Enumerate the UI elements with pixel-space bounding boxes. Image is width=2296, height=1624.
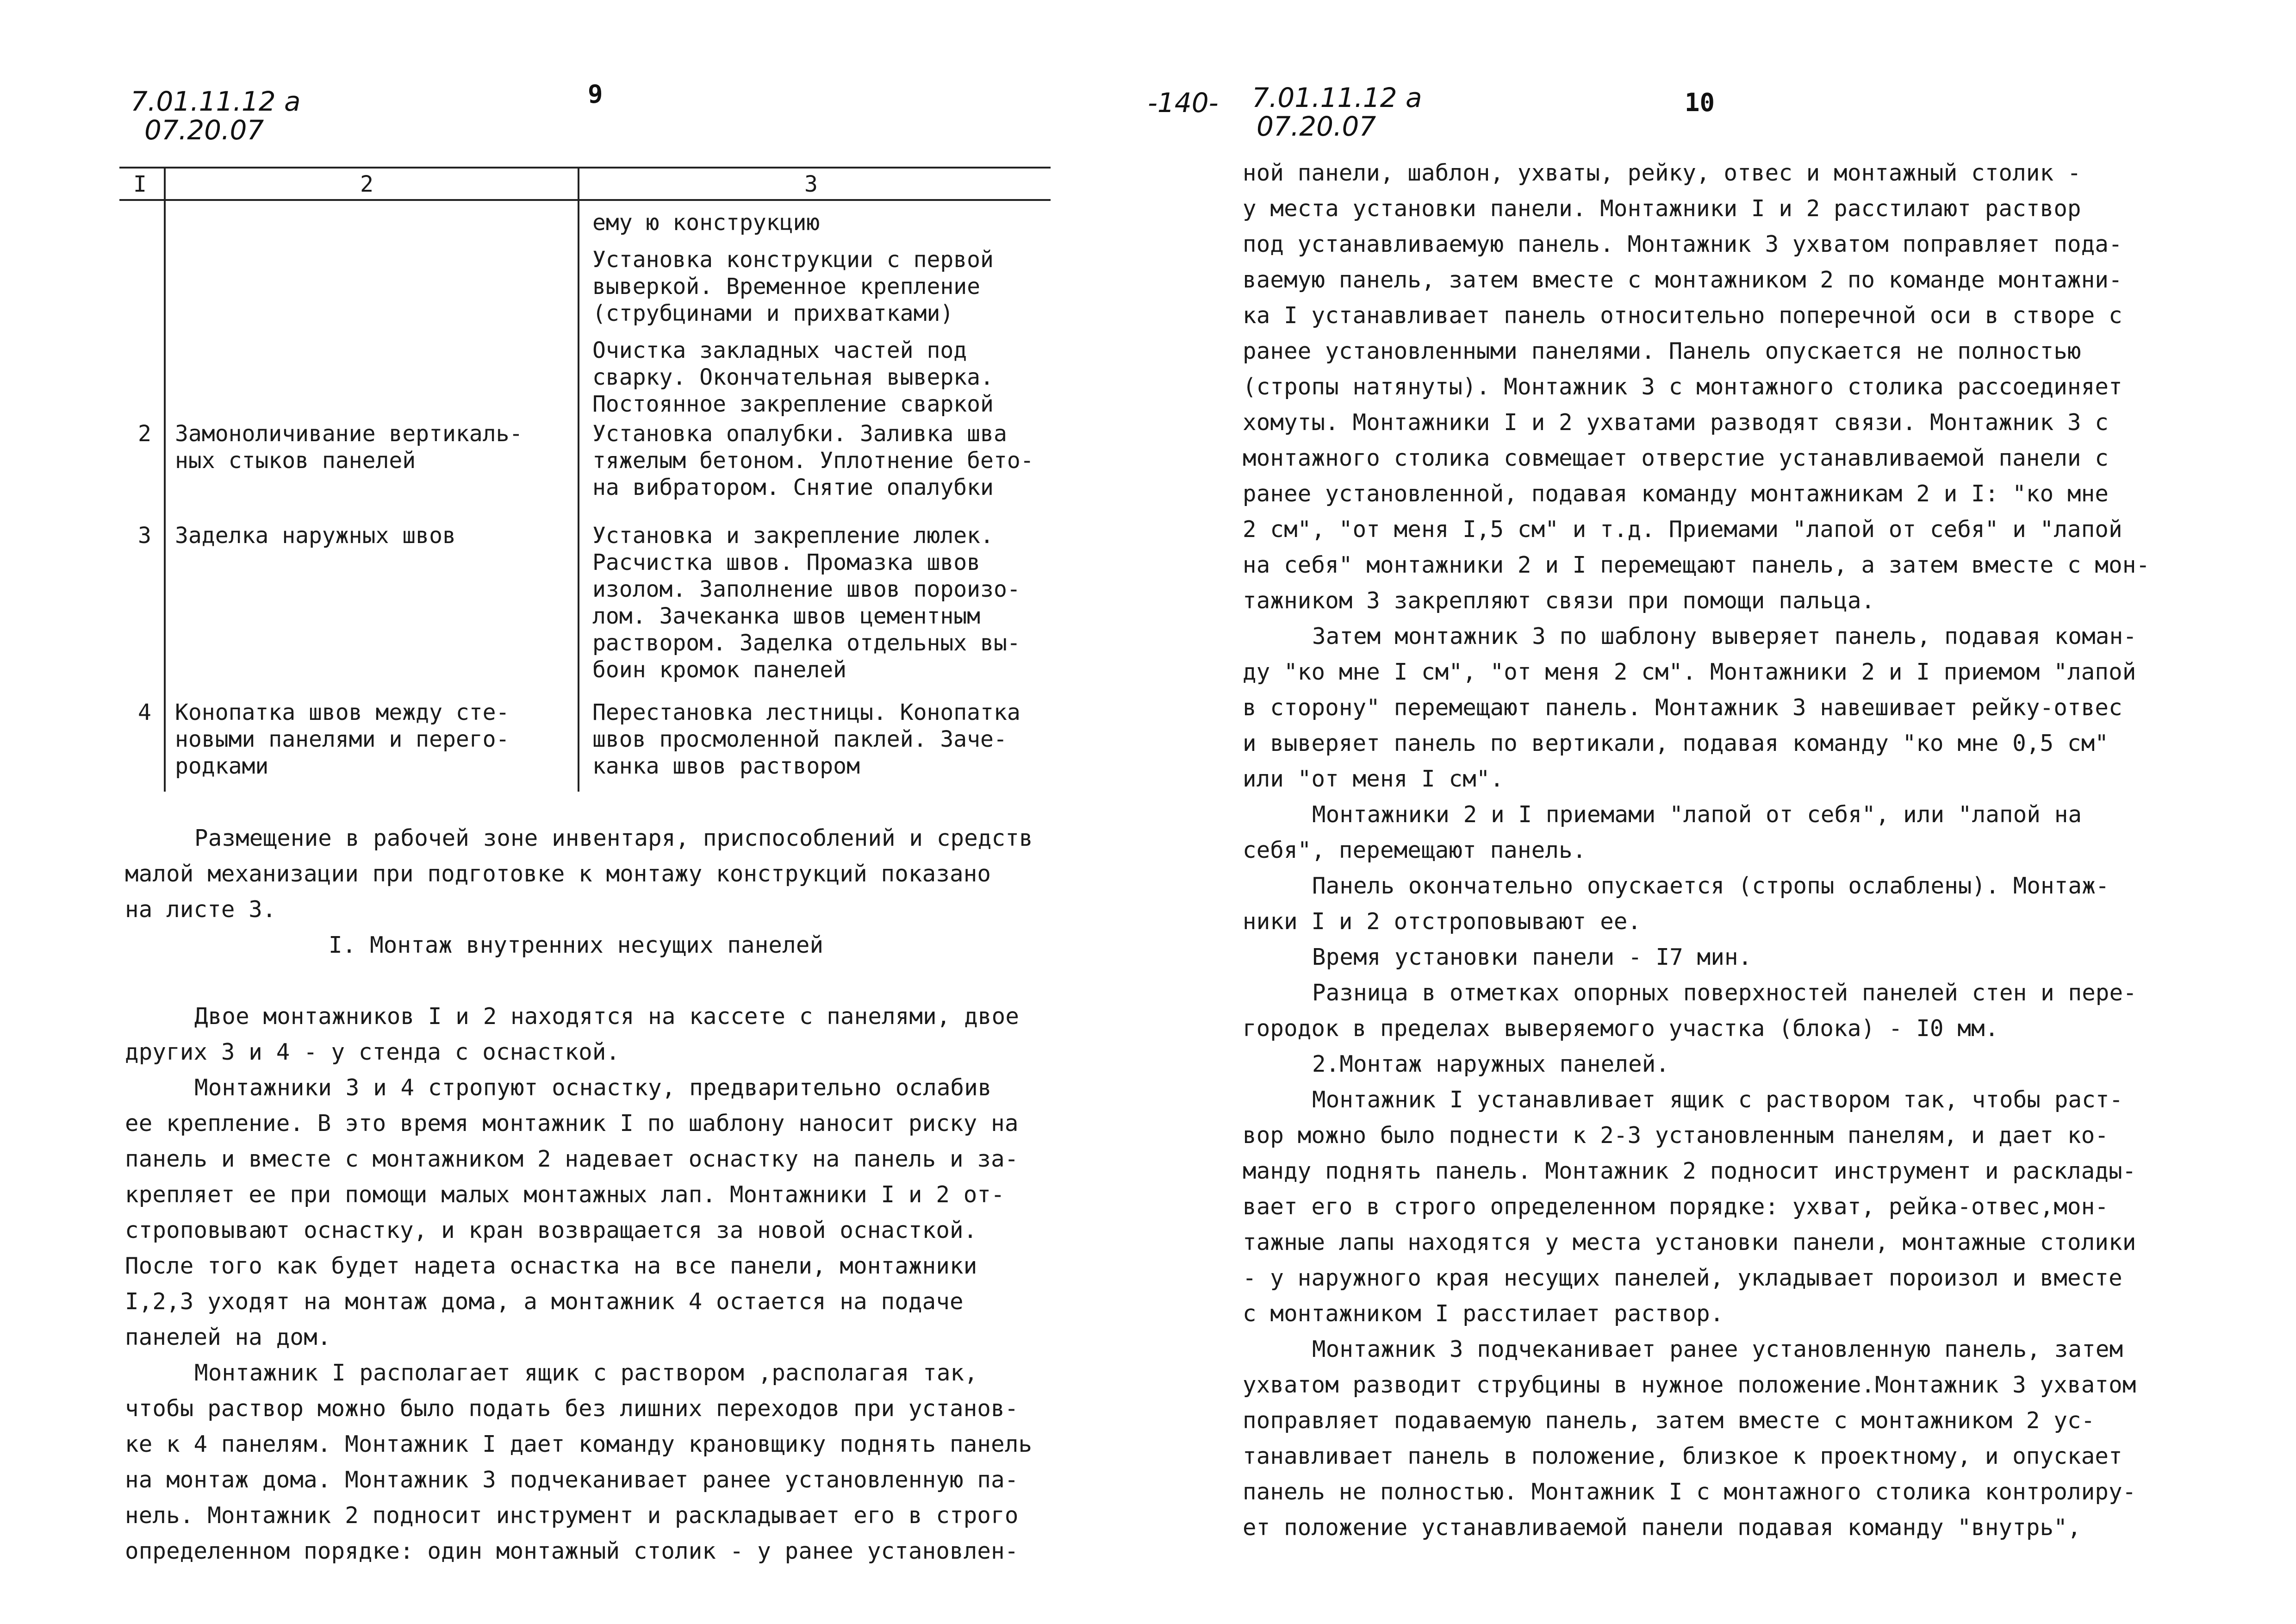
text-line: поправляет подаваемую панель, затем вместе с монтажником 2 ус- — [1243, 1407, 2095, 1434]
text-line: тажником 3 закрепляют связи при помощи пальца. — [1243, 587, 1875, 614]
text-line: ранее установленной, подавая команду монтажникам 2 и I: "ко мне — [1243, 481, 2109, 507]
text-line: вает его в строго определенном порядке: ухват, рейка-отвес,мон- — [1243, 1193, 2109, 1220]
table-cell-operations — [592, 420, 1034, 501]
cell-line: Установка и закрепление люлек. — [592, 523, 994, 549]
table-cell-operations — [592, 699, 1020, 780]
text-line: ранее установленными панелями. Панель опускается не полностью — [1243, 338, 2081, 364]
text-line: на листе 3. — [125, 896, 276, 923]
text-line — [125, 963, 1033, 999]
cell-line: раствором. Заделка отдельных вы- — [592, 630, 1020, 656]
text-line: ваемую панель, затем вместе с монтажником 2 по команде монтажни- — [1243, 267, 2122, 293]
cell-line: Очистка закладных частей под — [592, 337, 967, 363]
table-header-cell: I — [133, 171, 147, 197]
text-line: панель и вместе с монтажником 2 надевает оснастку на панель и за- — [125, 1146, 1019, 1172]
text-line: ду "ко мне I см", "от меня 2 см". Монтажники 2 и I приемом "лапой — [1243, 659, 2136, 685]
table-top-rule — [119, 167, 1051, 169]
table-column-divider — [164, 167, 166, 792]
cell-line: Установка опалубки. Заливка шва — [592, 421, 1007, 447]
cell-line: Постоянное закрепление сваркой — [592, 391, 994, 417]
cell-line: выверкой. Временное крепление — [592, 274, 981, 300]
text-line: малой механизации при подготовке к монтажу конструкций показано — [125, 861, 991, 887]
text-line: Монтажник I устанавливает ящик с раствором так, чтобы раст- — [1312, 1087, 2123, 1113]
text-line: Монтажники 2 и I приемами "лапой от себя", или "лапой на — [1312, 801, 2082, 828]
text-line: себя", перемещают панель. — [1243, 837, 1587, 863]
document-code-line: 7.01.11.12 а — [1252, 82, 1422, 113]
text-line: на себя" монтажники 2 и I перемещают панель, а затем вместе с мон- — [1243, 552, 2150, 578]
document-code-line: 07.20.07 — [144, 114, 264, 146]
table-cell-operations — [592, 522, 1020, 683]
page-number: 10 — [1685, 88, 1715, 117]
text-line: Двое монтажников I и 2 находятся на кассете с панелями, двое — [194, 1003, 1020, 1030]
operation-block — [592, 337, 994, 418]
table-cell-operations — [592, 209, 994, 428]
cell-line: (струбцинами и прихватками) — [592, 300, 954, 326]
cell-line: родками — [175, 753, 269, 779]
cell-line: тяжелым бетоном. Уплотнение бето- — [592, 448, 1034, 474]
text-line: Затем монтажник 3 по шаблону выверяет панель, подавая коман- — [1312, 623, 2137, 650]
operation-block — [592, 246, 994, 327]
text-line: определенном порядке: один монтажный столик - у ранее установлен- — [125, 1538, 1019, 1564]
cell-line: на вибратором. Снятие опалубки — [592, 475, 994, 500]
text-line: панелей на дом. — [125, 1324, 331, 1350]
page-number: 9 — [588, 80, 603, 109]
table-cell-name — [175, 699, 509, 780]
document-code — [1252, 83, 1422, 141]
cell-line: Перестановка лестницы. Конопатка — [592, 700, 1020, 725]
text-line: ухватом разводит струбцины в нужное положение.Монтажник 3 ухватом — [1243, 1372, 2136, 1398]
text-line: 2.Монтаж наружных панелей. — [1312, 1051, 1670, 1077]
text-line: или "от меня I см". — [1243, 766, 1504, 792]
text-line: ной панели, шаблон, ухваты, рейку, отвес и монтажный столик - — [1243, 160, 2081, 186]
text-line: (стропы натянуты). Монтажник 3 с монтажного столика рассоединяет — [1243, 374, 2122, 400]
cell-line: лом. Зачеканка швов цементным — [592, 603, 981, 629]
text-line: Монтажник 3 подчеканивает ранее установленную панель, затем — [1312, 1336, 2123, 1362]
cell-line: канка швов раствором — [592, 753, 860, 779]
right-page — [1148, 0, 2296, 1624]
cell-line: Установка конструкции с первой — [592, 247, 994, 273]
text-line: Размещение в рабочей зоне инвентаря, приспособлений и средств — [194, 825, 1033, 851]
operation-block — [592, 209, 994, 236]
cell-line: ему ю конструкцию — [592, 210, 820, 236]
text-line: 2 см", "от меня I,5 см" и т.д. Приемами "лапой от себя" и "лапой — [1243, 516, 2122, 543]
text-line: ет положение устанавливаемой панели подавая команду "внутрь", — [1243, 1514, 2081, 1541]
table-cell-number: 2 — [138, 421, 151, 447]
document-code-line: 7.01.11.12 а — [131, 86, 301, 117]
table-cell-name — [175, 522, 456, 549]
cell-line: боин кромок панелей — [592, 657, 847, 683]
text-line: в сторону" перемещают панель. Монтажник 3 навешивает рейку-отвес — [1243, 694, 2122, 721]
text-line: ка I устанавливает панель относительно поперечной оси в створе с — [1243, 302, 2122, 329]
text-line: городок в пределах выверяемого участка (блока) - I0 мм. — [1243, 1015, 1999, 1042]
text-line: Разница в отметках опорных поверхностей панелей стен и пере- — [1312, 980, 2137, 1006]
text-line: крепляет ее при помощи малых монтажных лап. Монтажники I и 2 от- — [125, 1181, 1005, 1208]
text-line: монтажного столика совмещает отверстие устанавливаемой панели с — [1243, 445, 2109, 471]
text-line: у места установки панели. Монтажники I и 2 расстилают раствор — [1243, 195, 2081, 222]
text-line: ке к 4 панелям. Монтажник I дает команду крановщику поднять панель — [125, 1431, 1033, 1457]
cell-line: новыми панелями и перего- — [175, 726, 510, 752]
cell-line: изолом. Заполнение швов пороизо- — [592, 576, 1020, 602]
text-line: строповывают оснастку, и кран возвращается за новой оснасткой. — [125, 1217, 977, 1243]
text-line: I,2,3 уходят на монтаж дома, а монтажник 4 остается на подаче — [125, 1288, 964, 1315]
table-cell-number: 4 — [138, 700, 151, 725]
cell-line: Заделка наружных швов — [175, 523, 456, 549]
text-line: на монтаж дома. Монтажник 3 подчеканивает ранее установленную па- — [125, 1467, 1019, 1493]
cell-line: ных стыков панелей — [175, 448, 416, 474]
cell-line: Конопатка швов между сте- — [175, 700, 510, 725]
sheet-number: -140- — [1148, 87, 1219, 119]
text-line: ники I и 2 отстроповывают ее. — [1243, 908, 1642, 935]
text-line: манду поднять панель. Монтажник 2 подносит инструмент и расклады- — [1243, 1158, 2136, 1184]
text-line: под устанавливаемую панель. Монтажник 3 ухватом поправляет пода- — [1243, 231, 2122, 257]
table-header-cell: 2 — [360, 171, 373, 197]
cell-line: Расчистка швов. Промазка швов — [592, 550, 981, 575]
cell-line: швов просмоленной паклей. Заче- — [592, 726, 1007, 752]
text-line: вор можно было поднести к 2-3 установленным панелям, и дает ко- — [1243, 1122, 2109, 1149]
text-line: и выверяет панель по вертикали, подавая команду "ко мне 0,5 см" — [1243, 730, 2109, 756]
table-header-cell: 3 — [804, 171, 818, 197]
text-line: ее крепление. В это время монтажник I по шаблону наносит риску на — [125, 1110, 1019, 1137]
cell-line: сварку. Окончательная выверка. — [592, 364, 994, 390]
text-line: с монтажником I расстилает раствор. — [1243, 1300, 1724, 1327]
text-line: тажные лапы находятся у места установки панели, монтажные столики — [1243, 1229, 2136, 1255]
cell-line: Замоноличивание вертикаль- — [175, 421, 523, 447]
document-code — [131, 87, 301, 144]
text-line: нель. Монтажник 2 подносит инструмент и раскладывает его в строго — [125, 1502, 1019, 1529]
text-line: хомуты. Монтажники I и 2 ухватами разводят связи. Монтажник 3 с — [1243, 409, 2109, 436]
text-line: других 3 и 4 - у стенда с оснасткой. — [125, 1039, 620, 1065]
table-header-rule — [119, 199, 1051, 201]
text-line: панель не полностью. Монтажник I с монтажного столика контролиру- — [1243, 1479, 2136, 1505]
text-line: чтобы раствор можно было подать без лишних переходов при установ- — [125, 1395, 1019, 1422]
table-column-divider — [578, 167, 579, 792]
text-line: Монтажники 3 и 4 стропуют оснастку, предварительно ослабив — [194, 1074, 992, 1101]
text-line: Монтажник I располагает ящик с раствором ,располагая так, — [194, 1360, 978, 1386]
text-line: Панель окончательно опускается (стропы ослаблены). Монтаж- — [1312, 873, 2109, 899]
body-text — [1243, 155, 2150, 1545]
document-code-line: 07.20.07 — [1257, 111, 1376, 142]
text-line: танавливает панель в положение, близкое к проектному, и опускает — [1243, 1443, 2122, 1469]
text-line: Время установки панели - I7 мин. — [1312, 944, 1752, 970]
table-cell-number: 3 — [138, 523, 151, 549]
text-line: - у наружного края несущих панелей, укладывает пороизол и вместе — [1243, 1265, 2122, 1291]
work-operations-table — [119, 167, 1051, 799]
table-cell-name — [175, 420, 523, 474]
body-text — [125, 820, 1033, 1569]
text-line: После того как будет надета оснастка на все панели, монтажники — [125, 1253, 977, 1279]
text-line: I. Монтаж внутренних несущих панелей — [329, 932, 824, 958]
